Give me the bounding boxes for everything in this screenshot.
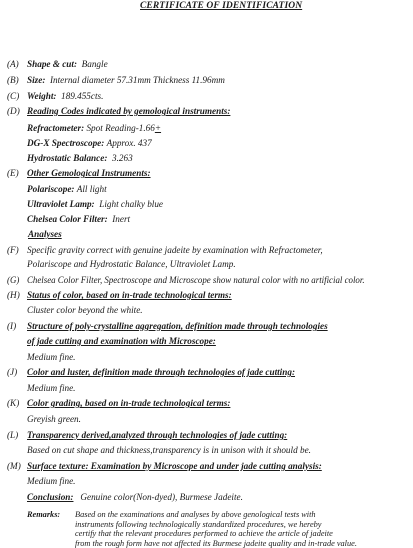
section-h-marker: (H) <box>7 290 20 300</box>
conclusion-value: Genuine color(Non-dyed), Burmese Jadeite. <box>80 492 243 502</box>
section-f-marker: (F) <box>7 245 19 255</box>
refractometer-label: Refractometer: <box>27 123 85 133</box>
weight-value: 189.455cts. <box>61 91 104 101</box>
section-d <box>7 106 230 117</box>
transparency-value: Based on cut shape and thickness,transparency is in unison with it should be. <box>27 445 311 455</box>
section-b-marker: (B) <box>7 75 19 85</box>
other-instruments-heading: Other Gemological Instruments: <box>27 168 151 178</box>
polariscope-row <box>27 184 107 195</box>
remarks-label: Remarks: <box>27 510 61 519</box>
polariscope-value: All light <box>76 184 107 194</box>
spectroscope-value: Approx. 437 <box>106 138 152 148</box>
color-luster-value: Medium fine. <box>27 383 76 393</box>
section-f-line1 <box>7 245 323 256</box>
transparency-heading: Transparency derived,analyzed through technologies of jade cutting: <box>27 430 288 440</box>
uv-lamp-row <box>27 199 163 210</box>
refractometer-row <box>27 123 161 134</box>
section-j <box>7 367 295 378</box>
section-m-marker: (M) <box>7 461 21 471</box>
shape-cut-label: Shape & cut: <box>27 59 78 69</box>
section-g <box>7 275 365 286</box>
color-grading-heading: Color grading, based on in-trade technological terms: <box>27 398 231 408</box>
section-e <box>7 168 151 179</box>
spectroscope-label: DG-X Spectroscope: <box>27 138 105 148</box>
section-h <box>7 290 232 301</box>
hydrostatic-value: 3.263 <box>111 153 133 163</box>
shape-cut-value: Bangle <box>81 59 108 69</box>
remarks-line-3: certify that the relevant procedures performed to achieve the article of jadeite <box>75 529 333 539</box>
weight-label: Weight: <box>27 91 57 101</box>
remarks-line-4: from the rough form have not affected its Burmese jadeite quality and in-trade value. <box>75 538 357 548</box>
certificate-title: CERTIFICATE OF IDENTIFICATION <box>140 1 303 11</box>
section-d-marker: (D) <box>7 106 20 116</box>
conclusion-label: Conclusion: <box>27 492 74 502</box>
conclusion-row <box>27 492 243 503</box>
chelsea-filter-value: Inert <box>112 214 131 224</box>
hydrostatic-row <box>27 153 133 164</box>
section-i-marker: (I) <box>7 321 17 331</box>
uv-lamp-label: Ultraviolet Lamp: <box>27 199 95 209</box>
hydrostatic-label: Hydrostatic Balance: <box>27 153 108 163</box>
spectroscope-row <box>27 138 152 149</box>
color-grading-value: Greyish green. <box>27 414 81 424</box>
remarks-text <box>75 510 410 548</box>
section-g-marker: (G) <box>7 275 20 285</box>
uv-lamp-value: Light chalky blue <box>99 199 164 209</box>
section-e-marker: (E) <box>7 168 19 178</box>
structure-heading-line1: Structure of poly-crystalline aggregation, definition made through technologies <box>27 321 328 331</box>
section-l <box>7 430 287 441</box>
reading-codes-heading: Reading Codes indicated by gemological instruments: <box>27 106 231 116</box>
size-value: Internal diameter 57.31mm Thickness 11.96mm <box>49 75 225 85</box>
structure-value: Medium fine. <box>27 352 76 362</box>
section-j-marker: (J) <box>7 367 18 377</box>
section-i <box>7 321 328 332</box>
polariscope-label: Polariscope: <box>27 184 75 194</box>
section-a-marker: (A) <box>7 59 19 69</box>
section-b <box>7 75 225 86</box>
color-status-heading: Status of color, based on in-trade technological terms: <box>27 290 232 300</box>
refractometer-suffix: + <box>154 123 162 133</box>
section-k <box>7 398 230 409</box>
surface-texture-value: Medium fine. <box>27 476 76 486</box>
section-c <box>7 91 103 102</box>
color-luster-heading: Color and luster, definition made through technologies of jade cutting: <box>27 367 296 377</box>
section-g-text: Chelsea Color Filter, Spectroscope and Microscope show natural color with no artificial color. <box>27 275 365 285</box>
section-k-marker: (K) <box>7 398 20 408</box>
remarks-line-1: Based on the examinations and analyses by above genological tests with <box>75 510 316 519</box>
chelsea-filter-row <box>27 214 130 225</box>
structure-heading-line2: of jade cutting and examination with Microscope: <box>27 336 216 346</box>
section-l-marker: (L) <box>7 430 19 440</box>
section-c-marker: (C) <box>7 91 20 101</box>
refractometer-value: Spot Reading-1.66 <box>86 123 155 133</box>
section-f-line2: Polariscope and Hydrostatic Balance, Ultraviolet Lamp. <box>27 259 236 269</box>
section-a <box>7 59 108 70</box>
remarks-block <box>27 510 407 548</box>
analyses-heading: Analyses <box>28 229 62 239</box>
surface-texture-heading: Surface texture: Examination by Microscope and under jade cutting analysis: <box>27 461 322 471</box>
size-label: Size: <box>27 75 46 85</box>
remarks-line-2: instruments following technologically standardized procedures, we hereby <box>75 519 322 529</box>
section-m <box>7 461 322 472</box>
color-status-value: Cluster color beyond the white. <box>27 305 143 315</box>
section-f-text1: Specific gravity correct with genuine jadeite by examination with Refractometer, <box>27 245 323 255</box>
chelsea-filter-label: Chelsea Color Filter: <box>27 214 108 224</box>
